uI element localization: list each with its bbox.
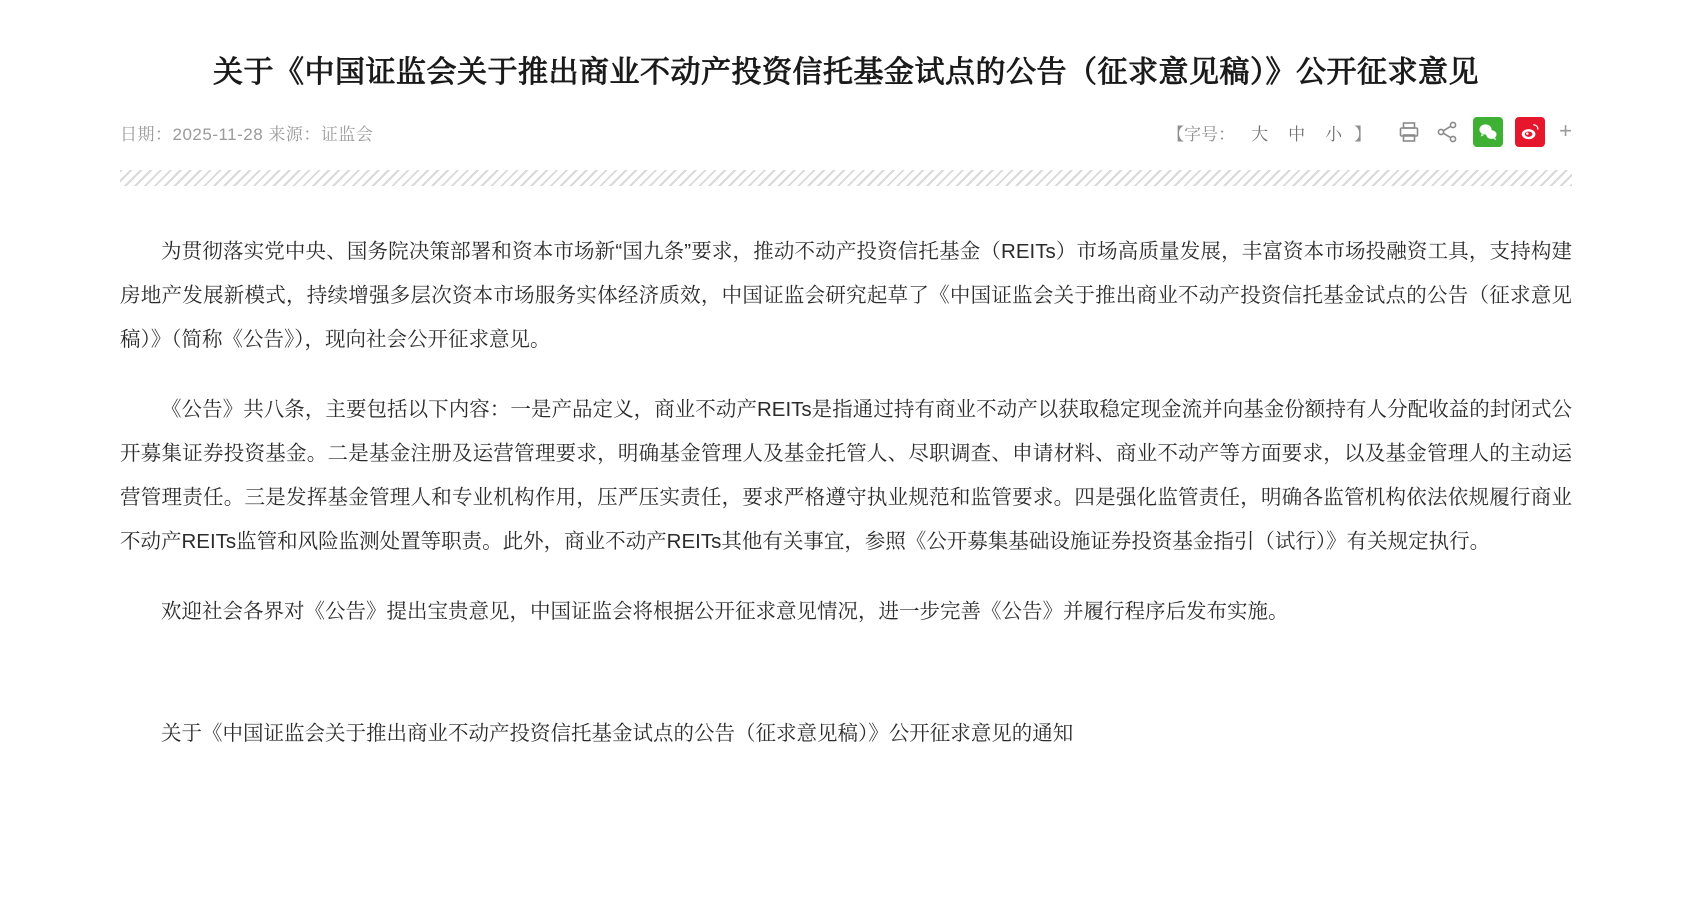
hatched-divider <box>120 170 1572 186</box>
fontsize-medium-button[interactable]: 中 <box>1288 124 1306 144</box>
paragraph: 《公告》共八条，主要包括以下内容：一是产品定义，商业不动产REITs是指通过持有商业不动产以获取稳定现金流并向基金份额持有人分配收益的封闭式公开募集证券投资基金。二是基金注册及运营管理要求，明确基金管理人及基金托管人、尽职调查、申请材料、商业不动产等方面要求，以及基金管理人的主动运营管理责任。三是发挥基金管理人和专业机构作用，压严压实责任，要求严格遵守执业规范和监管要求。四是强化监管责任，明确各监管机构依法依规履行商业不动产REITs监管和风险监测处置等职责。此外，商业不动产REITs其他有关事宜，参照《公开募集基础设施证券投资基金指引（试行）》有关规定执行。 <box>120 398 1572 554</box>
weibo-icon[interactable] <box>1515 117 1545 147</box>
fontsize-large-button[interactable]: 大 <box>1251 124 1269 144</box>
meta-row <box>120 114 1572 154</box>
publish-info: 日期：2025-11-28 来源：证监会 <box>120 125 374 145</box>
paragraph: 欢迎社会各界对《公告》提出宝贵意见，中国证监会将根据公开征求意见情况，进一步完善《公告》并履行程序后发布实施。 <box>161 600 1289 624</box>
article-body <box>120 230 1572 756</box>
share-icon[interactable] <box>1433 118 1461 146</box>
printer-icon[interactable] <box>1395 118 1423 146</box>
wechat-icon[interactable] <box>1473 117 1503 147</box>
fontsize-bracket-close: 】 <box>1354 124 1372 144</box>
fontsize-label: 【字号： <box>1167 124 1236 144</box>
article-toolbar <box>1167 114 1572 150</box>
fontsize-small-button[interactable]: 小 <box>1325 124 1343 144</box>
attachment-link[interactable]: 关于《中国证监会关于推出商业不动产投资信托基金试点的公告（征求意见稿）》公开征求意见的通知 <box>161 722 1074 746</box>
more-share-button[interactable]: + <box>1559 117 1572 143</box>
page-title: 关于《中国证监会关于推出商业不动产投资信托基金试点的公告（征求意见稿）》公开征求意见 <box>213 56 1479 89</box>
content-container <box>120 0 1572 782</box>
paragraph: 为贯彻落实党中央、国务院决策部署和资本市场新“国九条”要求，推动不动产投资信托基金（REITs）市场高质量发展，丰富资本市场投融资工具，支持构建房地产发展新模式，持续增强多层次资本市场服务实体经济质效，中国证监会研究起草了《中国证监会关于推出商业不动产投资信托基金试点的公告（征求意见稿）》（简称《公告》），现向社会公开征求意见。 <box>120 240 1572 352</box>
